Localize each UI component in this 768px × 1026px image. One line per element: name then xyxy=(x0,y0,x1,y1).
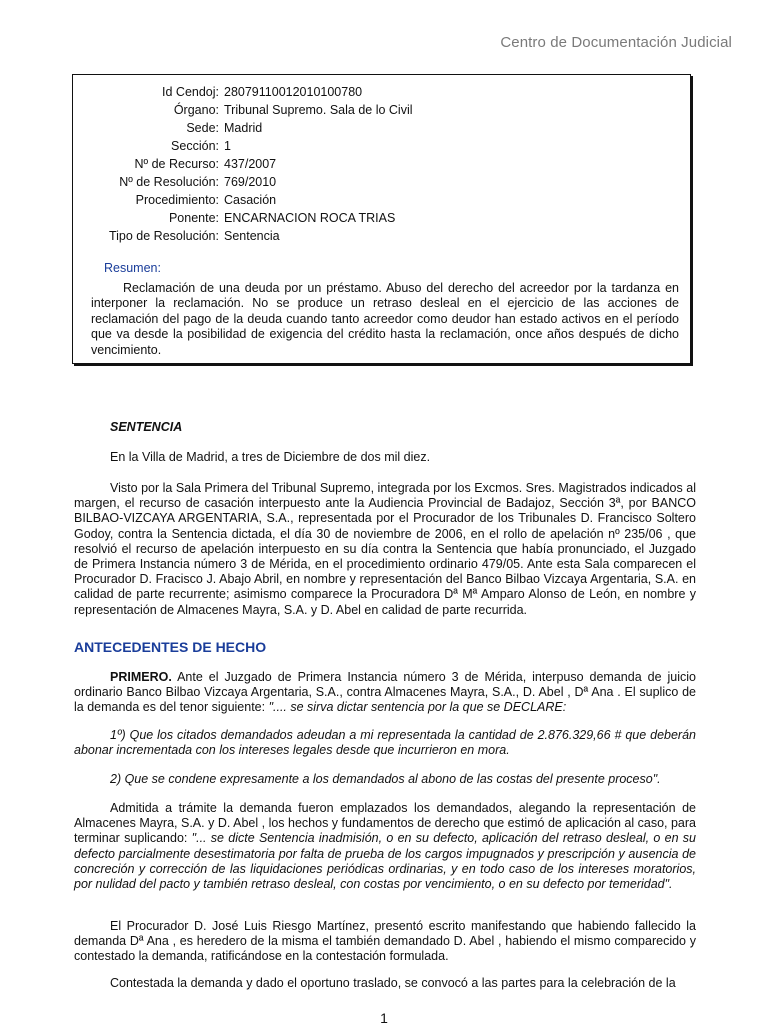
resumen-text xyxy=(91,281,679,358)
admitida-quote: "... se dicte Sentencia inadmisión, o en su defecto, aplicación del retraso desleal, o en su defecto parcialmente desestimatoria por falta de prueba de los cargos impugnados y prescripción y ausencia de concreción y corrección de las liquidaciones periódicas ordinarias, y en todo caso de los intereses moratorios, por nulidad del pacto y también retraso desleal, con costas por vencimiento, o en su defecto por temeridad". xyxy=(74,831,697,892)
meta-label: Nº de Resolución: xyxy=(119,175,219,189)
page-number: 1 xyxy=(380,1010,388,1026)
contestada-text: Contestada la demanda y dado el oportuno traslado, se convocó a las partes para la celebración de la xyxy=(110,976,676,990)
visto-paragraph xyxy=(74,481,696,618)
meta-value: 28079110012010100780 xyxy=(224,85,363,99)
meta-value: 769/2010 xyxy=(224,175,277,189)
meta-row-recurso xyxy=(73,155,690,173)
document-center-header: Centro de Documentación Judicial xyxy=(500,34,732,51)
procurador-text: El Procurador D. José Luis Riesgo Martínez, presentó escrito manifestando que habiendo fallecido la demanda Dª Ana , es heredero de la misma el también demandado D. Abel , habiendo el mismo comparecido y contestado la demanda, ratificándose en la contestación formulada. xyxy=(74,919,696,964)
procurador-paragraph xyxy=(74,919,696,965)
date-paragraph xyxy=(74,450,696,465)
antecedentes-heading: ANTECEDENTES DE HECHO xyxy=(74,639,267,655)
item-1-paragraph xyxy=(74,728,696,758)
meta-label: Sección: xyxy=(171,139,219,153)
meta-value: 1 xyxy=(224,139,231,153)
meta-value: Tribunal Supremo. Sala de lo Civil xyxy=(224,103,413,117)
sentencia-title: SENTENCIA xyxy=(110,420,183,434)
meta-label: Sede: xyxy=(186,121,219,135)
date-text: En la Villa de Madrid, a tres de Diciembre de dos mil diez. xyxy=(110,450,431,464)
meta-value: Casación xyxy=(224,193,277,207)
item-2-paragraph xyxy=(74,772,696,787)
meta-value: Madrid xyxy=(224,121,263,135)
meta-value: 437/2007 xyxy=(224,157,277,171)
item-1-text: 1º) Que los citados demandados adeudan a mi representada la cantidad de 2.876.329,66 # que deberán abonar incrementada con los intereses legales desde que incurrieron en mora. xyxy=(74,728,696,758)
item-2-text: 2) Que se condene expresamente a los demandados al abono de las costas del presente proceso". xyxy=(110,772,661,786)
meta-label: Tipo de Resolución: xyxy=(108,229,219,243)
meta-row-id-cendoj xyxy=(73,83,690,101)
resumen-paragraph: Reclamación de una deuda por un préstamo. Abuso del derecho del acreedor por la tardanza en interponer la reclamación. No se produce un retraso desleal en el ejercicio de las acciones de reclamación del pago de la deuda cuando tanto acreedor como deudor han estado activos en el período que va desde la posibilidad de exigencia del crédito hasta la reclamación, once años después de dicho vencimiento. xyxy=(91,281,679,357)
meta-row-tipo-resolucion xyxy=(73,227,690,245)
meta-label: Ponente: xyxy=(168,211,219,225)
admitida-text: Admitida a trámite la demanda fueron emplazados los demandados, alegando la representación de Almacenes Mayra, S.A. y D. Abel , los hechos y fundamentos de derecho que estimó de aplicación al caso, para terminar suplicando: xyxy=(74,801,696,846)
meta-row-procedimiento xyxy=(73,191,690,209)
case-metadata-box xyxy=(72,74,691,364)
admitida-paragraph xyxy=(74,801,696,892)
meta-row-sede xyxy=(73,119,690,137)
contestada-paragraph xyxy=(74,976,696,991)
meta-row-ponente xyxy=(73,209,690,227)
meta-label: Órgano: xyxy=(173,103,219,117)
meta-label: Nº de Recurso: xyxy=(134,157,219,171)
primero-quote: ".... se sirva dictar sentencia por la que se DECLARE: xyxy=(268,700,567,715)
meta-value: ENCARNACION ROCA TRIAS xyxy=(224,211,396,225)
primero-paragraph xyxy=(74,670,696,716)
meta-label: Procedimiento: xyxy=(135,193,219,207)
meta-value: Sentencia xyxy=(224,229,280,243)
meta-row-seccion xyxy=(73,137,690,155)
visto-text: Visto por la Sala Primera del Tribunal Supremo, integrada por los Excmos. Sres. Magistrados indicados al margen, el recurso de casación interpuesto ante la Audiencia Provincial de Badajoz, Sección 3ª, por BANCO BILBAO-VIZCAYA ARGENTARIA, S.A., representada por el Procurador de los Tribunales D. Francisco Soltero Godoy, contra la Sentencia dictada, el día 30 de noviembre de 2006, en el rollo de apelación nº 235/06 , que resolvió el recurso de apelación interpuesto en su día contra la Sentencia que había pronunciado, el Juzgado de Primera Instancia número 3 de Mérida, en el procedimiento ordinario 479/05. Ante esta Sala comparecen el Procurador D. Fracisco J. Abajo Abril, en nombre y representación del Banco Bilbao Vizcaya Argentaria, S.A. en calidad de parte recurrente; asimismo comparece la Procuradora Dª Mª Amparo Alonso de León, en nombre y representación de Almacenes Mayra, S.A. y D. Abel en calidad de parte recurrida. xyxy=(74,481,696,617)
meta-label: Id Cendoj: xyxy=(162,85,219,99)
primero-text: Ante el Juzgado de Primera Instancia número 3 de Mérida, interpuso demanda de juicio ordinario Banco Bilbao Vizcaya Argentaria, S.A., contra Almacenes Mayra, S.A., D. Abel , Dª Ana . El suplico de la demanda es del tenor siguiente: xyxy=(74,670,696,715)
primero-label: PRIMERO. xyxy=(110,670,172,684)
resumen-label: Resumen: xyxy=(104,261,161,275)
meta-row-resolucion xyxy=(73,173,690,191)
meta-row-organo xyxy=(73,101,690,119)
